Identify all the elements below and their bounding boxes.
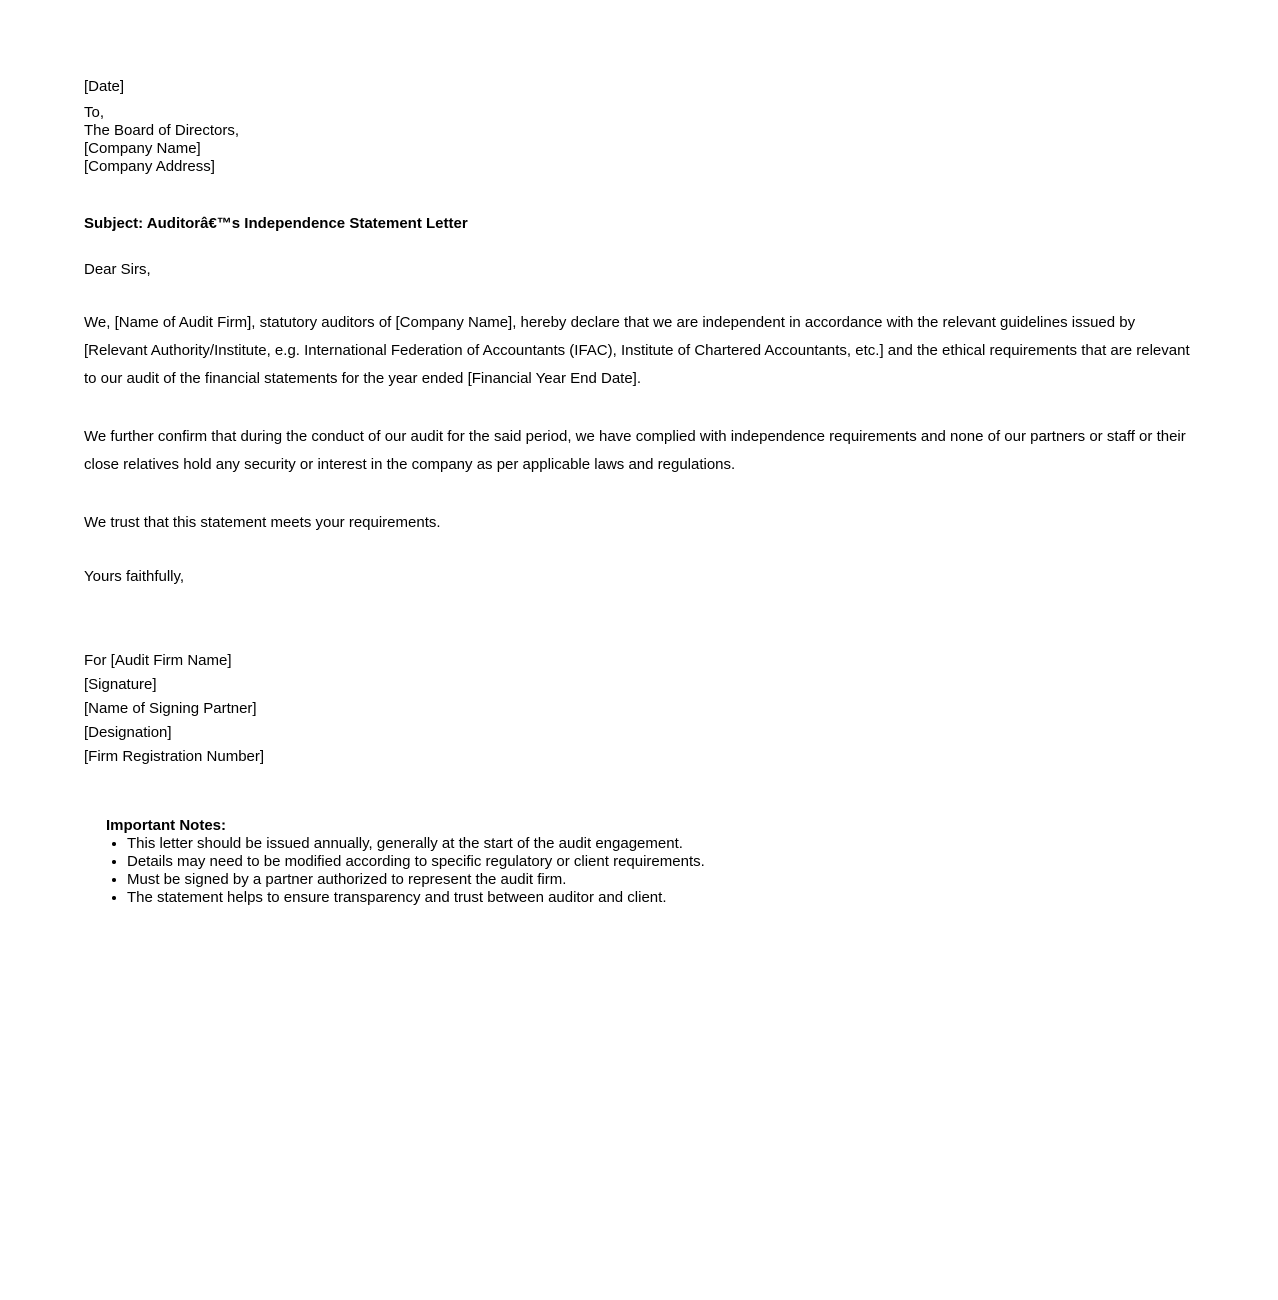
note-item-partner-signature: • Must be signed by a partner authorized to represent the audit firm.	[127, 871, 1278, 889]
recipient-block	[84, 104, 1278, 176]
important-notes-list	[106, 835, 1278, 907]
signature-line-registration-number: [Firm Registration Number]	[84, 748, 265, 765]
salutation: Dear Sirs,	[84, 261, 151, 278]
recipient-line-board: The Board of Directors,	[84, 122, 240, 139]
body-paragraph-compliance-confirmation: We further confirm that during the conduct of our audit for the said period, we have complied with independence requirements and none of our partners or staff or their close relatives hold any security or interest in the company as per applicable laws and regulations.	[84, 428, 1186, 473]
closing-valediction: Yours faithfully,	[84, 568, 185, 585]
date-placeholder: [Date]	[84, 78, 125, 95]
important-notes-heading: Important Notes:	[106, 817, 226, 834]
signature-line-signature-placeholder: [Signature]	[84, 676, 157, 693]
note-item-modification: • Details may need to be modified according to specific regulatory or client requirements.	[127, 853, 1278, 871]
recipient-line-company-address: [Company Address]	[84, 158, 215, 175]
signature-block	[84, 649, 1278, 769]
signature-line-firm: For [Audit Firm Name]	[84, 652, 232, 669]
subject-line: Subject: Auditorâ€™s Independence Statement Letter	[84, 215, 468, 232]
signature-line-partner-name: [Name of Signing Partner]	[84, 700, 257, 717]
recipient-line-company-name: [Company Name]	[84, 140, 201, 157]
note-item-transparency: • The statement helps to ensure transparency and trust between auditor and client.	[127, 889, 1278, 907]
body-paragraph-trust-statement: We trust that this statement meets your requirements.	[84, 514, 441, 531]
signature-line-designation: [Designation]	[84, 724, 172, 741]
body-paragraph-independence-declaration: We, [Name of Audit Firm], statutory auditors of [Company Name], hereby declare that we are independent in accordance with the relevant guidelines issued by [Relevant Authority/Institute, e.g. International Federation of Accountants (IFAC), Institute of Chartered Accountants, etc.] and the ethical requirements that are relevant to our audit of the financial statements for the year ended [Financial Year End Date].	[84, 314, 1190, 387]
important-notes-section	[106, 817, 1278, 907]
note-item-annual-issue: • This letter should be issued annually, generally at the start of the audit engagement.	[127, 835, 1278, 853]
recipient-line-to: To,	[84, 104, 105, 121]
